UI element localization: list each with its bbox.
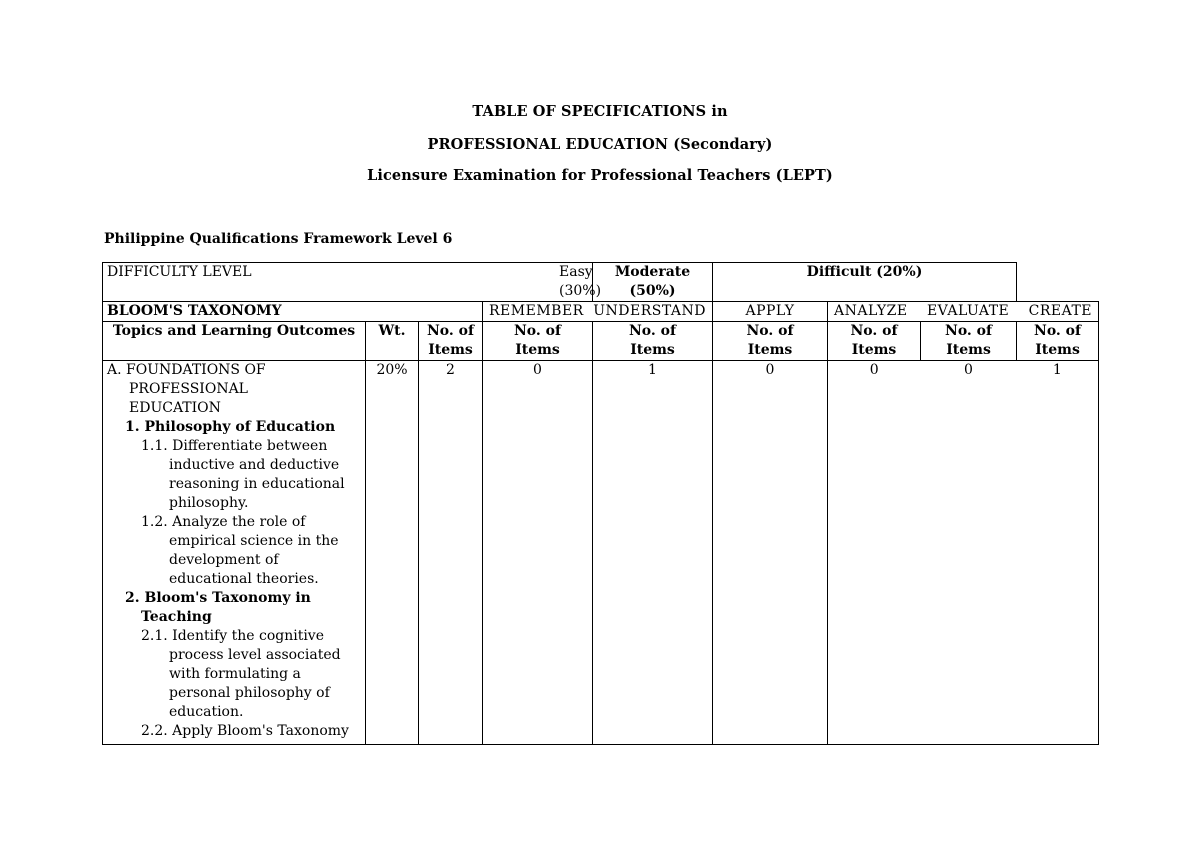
- outcome-1-2-line4: educational theories.: [169, 571, 319, 587]
- outcome-2-1-line2: process level associated: [169, 647, 341, 663]
- evaluate-value: 0: [921, 361, 1017, 745]
- bloom-row: [103, 302, 1099, 322]
- outcome-1-1: 1.1. Differentiate between: [141, 438, 328, 454]
- understand-value: 1: [593, 361, 713, 745]
- remember-label: REMEMBER: [489, 303, 584, 319]
- difficulty-row: [103, 263, 1099, 302]
- understand-label: UNDERSTAND: [593, 303, 706, 319]
- table-row: [103, 361, 1099, 745]
- understand-items-header: No. of Items: [593, 322, 713, 361]
- doc-title: TABLE OF SPECIFICATIONS in: [472, 103, 728, 120]
- topic-a: A. FOUNDATIONS OF: [107, 362, 266, 378]
- topic-1: 1. Philosophy of Education: [125, 419, 336, 435]
- topic-a-line2: PROFESSIONAL: [129, 381, 248, 397]
- topic-a-line3: EDUCATION: [129, 400, 221, 416]
- total-items-value: 2: [419, 361, 483, 745]
- wt-value: 20%: [366, 361, 419, 745]
- doc-subject: PROFESSIONAL EDUCATION (Secondary): [427, 136, 773, 153]
- outcome-2-2: 2.2. Apply Bloom's Taxonomy: [141, 723, 349, 739]
- apply-value: 0: [713, 361, 828, 745]
- topics-cell: [103, 361, 366, 745]
- analyze-label: ANALYZE: [834, 303, 908, 319]
- topic-2: 2. Bloom's Taxonomy in: [125, 590, 311, 606]
- easy-label: Easy (30%): [559, 264, 602, 299]
- difficulty-cell: [103, 263, 602, 302]
- evaluate-items-header: No. of Items: [921, 322, 1017, 361]
- difficult-label: Difficult (20%): [713, 263, 1017, 302]
- create-items-header: No. of Items: [1017, 322, 1099, 361]
- outcome-1-2: 1.2. Analyze the role of: [141, 514, 306, 530]
- total-items-header: No. of Items: [419, 322, 483, 361]
- create-value: 1: [1017, 361, 1099, 745]
- outcome-1-1-line4: philosophy.: [169, 495, 249, 511]
- apply-items-header: No. of Items: [713, 322, 828, 361]
- outcome-1-2-line3: development of: [169, 552, 279, 568]
- column-header-row: [103, 322, 1099, 361]
- outcome-1-1-line3: reasoning in educational: [169, 476, 345, 492]
- specifications-table: [102, 262, 1099, 745]
- outcome-2-1-line4: personal philosophy of: [169, 685, 330, 701]
- remember-value: 0: [483, 361, 593, 745]
- framework-label: Philippine Qualifications Framework Level 6: [104, 231, 453, 247]
- analyze-items-header: No. of Items: [828, 322, 921, 361]
- outcome-2-1: 2.1. Identify the cognitive: [141, 628, 325, 644]
- analyze-value: 0: [828, 361, 921, 745]
- topic-2-line2: Teaching: [141, 609, 212, 625]
- topics-header: Topics and Learning Outcomes: [103, 322, 366, 361]
- outcome-1-2-line2: empirical science in the: [169, 533, 339, 549]
- doc-exam: Licensure Examination for Professional Teachers (LEPT): [367, 167, 833, 184]
- moderate-label: Moderate (50%): [593, 263, 713, 302]
- evaluate-label: EVALUATE: [926, 303, 1010, 319]
- create-label: CREATE: [1028, 303, 1093, 319]
- remember-items-header: No. of Items: [483, 322, 593, 361]
- difficulty-label: DIFFICULTY LEVEL: [107, 264, 252, 280]
- wt-header: Wt.: [366, 322, 419, 361]
- bloom-label: BLOOM'S TAXONOMY: [103, 302, 483, 322]
- outcome-2-1-line3: with formulating a: [169, 666, 301, 682]
- outcome-1-1-line2: inductive and deductive: [169, 457, 340, 473]
- apply-label: APPLY: [713, 302, 828, 322]
- outcome-2-1-line5: education.: [169, 704, 244, 720]
- easy-levels: [483, 302, 713, 322]
- difficult-levels: [828, 302, 1099, 322]
